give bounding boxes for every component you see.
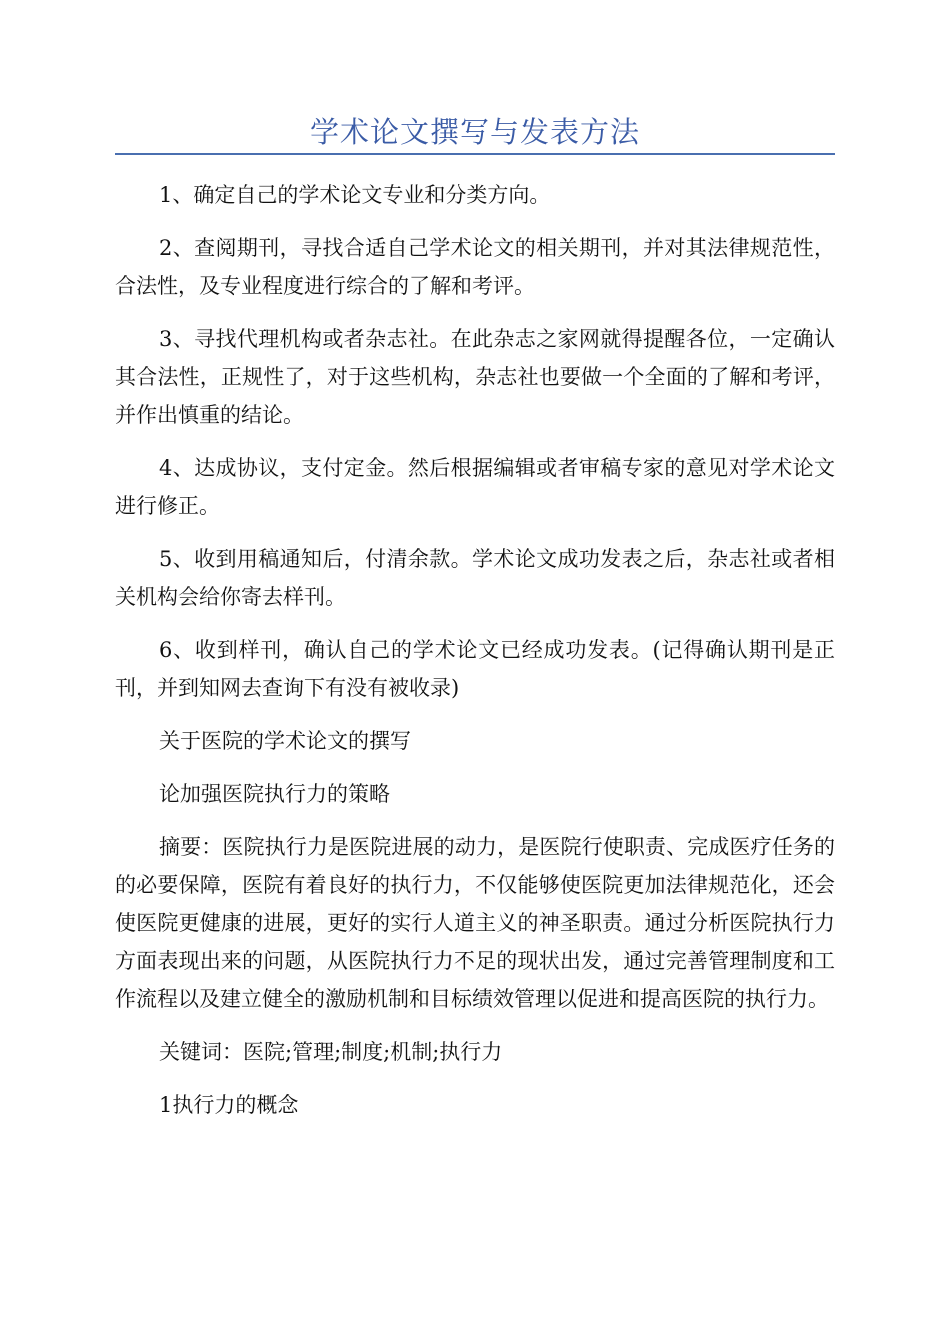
abstract-paragraph: 摘要：医院执行力是医院进展的动力，是医院行使职责、完成医疗任务的的必要保障，医院有着良好的执行力，不仅能够使医院更加法律规范化，还会使医院更健康的进展，更好的实行人道主义的神圣职责。通过分析医院执行力方面表现出来的问题，从医院执行力不足的现状出发，通过完善管理制度和工作流程以及建立健全的激励机制和目标绩效管理以促进和提高医院的执行力。: [115, 835, 835, 1011]
paper-title: 论加强医院执行力的策略: [159, 782, 390, 806]
title-underline: [115, 153, 835, 155]
paragraph-step-1: 1、确定自己的学术论文专业和分类方向。: [159, 183, 551, 207]
document-title: 学术论文撰写与发表方法: [309, 115, 640, 149]
paragraph-step-4: 4、达成协议，支付定金。然后根据编辑或者审稿专家的意见对学术论文进行修正。: [115, 456, 835, 518]
paragraph-step-3: 3、寻找代理机构或者杂志社。在此杂志之家网就得提醒各位，一定确认其合法性，正规性了，对于这些机构，杂志社也要做一个全面的了解和考评，并作出慎重的结论。: [115, 327, 835, 427]
keywords-paragraph: 关键词：医院;管理;制度;机制;执行力: [159, 1040, 503, 1064]
document-body: [115, 176, 835, 1139]
section-heading-hospital-papers: 关于医院的学术论文的撰写: [159, 729, 411, 753]
paragraph-step-6: 6、收到样刊，确认自己的学术论文已经成功发表。(记得确认期刊是正刊，并到知网去查询下有没有被收录): [115, 638, 835, 700]
paragraph-step-2: 2、查阅期刊，寻找合适自己学术论文的相关期刊，并对其法律规范性，合法性，及专业程度进行综合的了解和考评。: [115, 236, 835, 298]
paragraph-step-5: 5、收到用稿通知后，付清余款。学术论文成功发表之后，杂志社或者相关机构会给你寄去样刊。: [115, 547, 835, 609]
section-heading-1: 1执行力的概念: [159, 1093, 299, 1117]
